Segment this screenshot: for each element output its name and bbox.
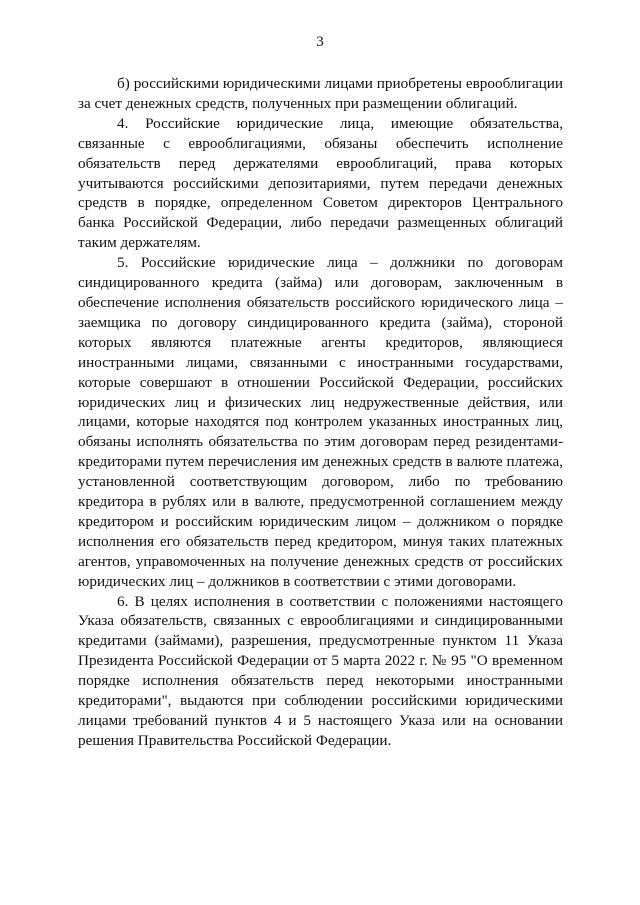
document-body bbox=[78, 74, 563, 751]
paragraph-4: 4. Российские юридические лица, имеющие обязательства, связанные с еврооблигациями, обязаны обеспечить исполнение обязательств перед держателями еврооблигаций, права которых учитываются российскими депозитариями, путем передачи денежных средств в порядке, определенном Советом директоров Центрального банка Российской Федерации, либо передачи размещенных облигаций таким держателям. bbox=[78, 114, 563, 252]
paragraph-5: 5. Российские юридические лица – должники по договорам синдицированного кредита (займа) или договорам, заключенным в обеспечение исполнения обязательств российского юридического лица – заемщика по договору синдицированного кредита (займа), стороной которых являются платежные агенты кредиторов, являющиеся иностранными лицами, связанными с иностранными государствами, которые совершают в отношении Российской Федерации, российских юридических лиц и физических лиц недружественные действия, или лицами, которые находятся под контролем указанных иностранных лиц, обязаны исполнять обязательства по этим договорам перед резидентами-кредиторами путем перечисления им денежных средств в валюте платежа, установленной соответствующим договором, либо по требованию кредитора в рублях или в валюте, предусмотренной соглашением между кредитором и российским юридическим лицом – должником о порядке исполнения его обязательств перед кредитором, минуя таких платежных агентов, управомоченных на получение денежных средств от российских юридических лиц – должников в соответствии с этими договорами. bbox=[78, 254, 563, 590]
paragraph-b: б) российскими юридическими лицами приобретены еврооблигации за счет денежных средств, полученных при размещении облигаций. bbox=[78, 75, 563, 112]
paragraph-6: 6. В целях исполнения в соответствии с положениями настоящего Указа обязательств, связанных с еврооблигациями и синдицированными кредитами (займами), разрешения, предусмотренные пунктом 11 Указа Президента Российской Федерации от 5 марта 2022 г. № 95 "О временном порядке исполнения обязательств перед некоторыми иностранными кредиторами", выдаются при соблюдении российскими юридическими лицами требований пунктов 4 и 5 настоящего Указа или на основании решения Правительства Российской Федерации. bbox=[78, 592, 563, 749]
page-number: 3 bbox=[316, 34, 324, 50]
